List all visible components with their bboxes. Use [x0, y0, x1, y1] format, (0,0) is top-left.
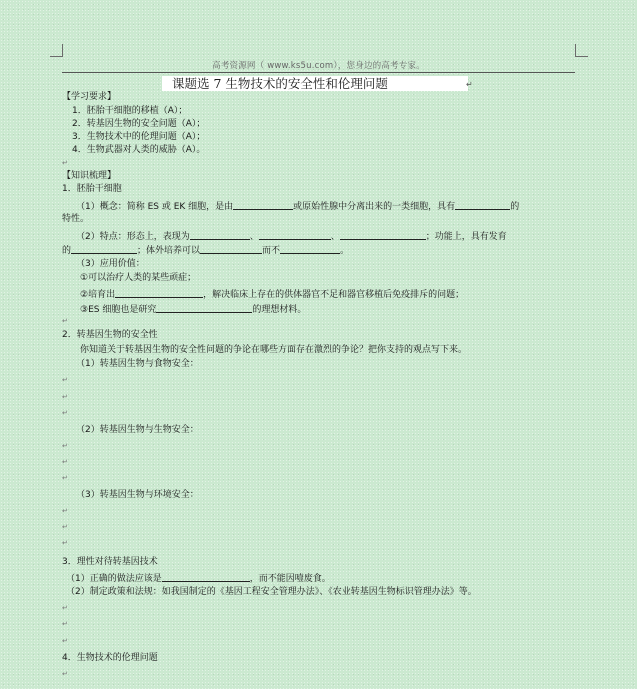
section-3-item-2: （2）制定政策和法规：如我国制定的《基因工程安全管理办法》、《农业转基因生物标识管理办法》等。	[66, 587, 477, 597]
answer-blank[interactable]	[200, 244, 262, 254]
value-item-2: ②培育出 ，解决临床上存在的供体器官不足和器官移植后免疫排斥的问题；	[80, 290, 465, 300]
value-item-1: ①可以治疗人类的某些顽症；	[80, 273, 197, 283]
value-item-3: ③ES 细胞也是研究 的理想材料。	[80, 305, 307, 315]
empty-paragraph-mark: ↵	[62, 458, 68, 466]
empty-paragraph-mark: ↵	[62, 604, 68, 612]
feature-line: （2）特点：形态上，表现为 、 、 ；功能上，具有发育	[76, 232, 507, 242]
concept-line: （1）概念：简称 ES 或 EK 细胞，是由 或原始性腺中分离出来的一类细胞，具有 的	[76, 202, 520, 212]
crop-mark-top-right	[575, 44, 588, 57]
header-note: 高考资源网（ www.ks5u.com），您身边的高考专家。	[212, 61, 425, 71]
section-4-title: 4．生物技术的伦理问题	[62, 653, 158, 663]
requirement-item: 3．生物技术中的伦理问题（A）；	[72, 132, 206, 142]
section-1-title: 1．胚胎干细胞	[62, 184, 122, 194]
empty-paragraph-mark: ↵	[62, 620, 68, 628]
empty-paragraph-mark: ↵	[62, 317, 68, 325]
answer-blank[interactable]	[280, 244, 340, 254]
answer-blank[interactable]	[71, 244, 137, 254]
empty-paragraph-mark: ↵	[62, 539, 68, 547]
answer-blank[interactable]	[156, 303, 252, 313]
answer-blank[interactable]	[455, 200, 510, 210]
answer-blank[interactable]	[233, 200, 293, 210]
requirement-item: 1．胚胎干细胞的移植（A）；	[72, 106, 188, 116]
empty-paragraph-mark: ↵	[62, 523, 68, 531]
empty-paragraph-mark: ↵	[62, 670, 68, 678]
requirement-item: 4．生物武器对人类的威胁（A）。	[72, 145, 206, 155]
section-2-question-1: （1）转基因生物与食物安全：	[76, 359, 199, 369]
answer-blank[interactable]	[259, 230, 331, 240]
empty-paragraph-mark: ↵	[62, 507, 68, 515]
empty-paragraph-mark: ↵	[62, 409, 68, 417]
page-title: 课题选 7 生物技术的安全性和伦理问题	[162, 76, 468, 91]
answer-blank[interactable]	[340, 230, 426, 240]
section-2-intro: 你知道关于转基因生物的安全性问题的争论在哪些方面存在激烈的争论？把你支持的观点写下来。	[80, 345, 468, 355]
knowledge-heading: 【知识梳理】	[62, 171, 117, 181]
section-3-item-1: （1）正确的做法应该是 ，而不能因噎废食。	[66, 574, 331, 584]
empty-paragraph-mark: ↵	[62, 376, 68, 384]
empty-paragraph-mark: ↵	[62, 393, 68, 401]
empty-paragraph-mark: ↵	[62, 474, 68, 482]
requirement-item: 2．转基因生物的安全问题（A）；	[72, 119, 206, 129]
empty-paragraph-mark: ↵	[62, 442, 68, 450]
paragraph-mark: ↵	[466, 80, 473, 89]
header-rule	[62, 72, 575, 73]
section-2-question-3: （3）转基因生物与环境安全：	[76, 490, 199, 500]
value-heading: （3）应用价值：	[76, 259, 145, 269]
requirements-heading: 【学习要求】	[62, 92, 117, 102]
section-2-title: 2．转基因生物的安全性	[62, 330, 158, 340]
feature-line-cont: 的 ；体外培养可以 而不 。	[62, 246, 350, 256]
section-3-title: 3．理性对待转基因技术	[62, 557, 158, 567]
section-2-question-2: （2）转基因生物与生物安全：	[76, 425, 199, 435]
empty-paragraph-mark: ↵	[62, 637, 68, 645]
crop-mark-top-left	[50, 44, 63, 57]
empty-paragraph-mark: ↵	[62, 159, 68, 167]
answer-blank[interactable]	[162, 572, 250, 582]
answer-blank[interactable]	[190, 230, 250, 240]
answer-blank[interactable]	[115, 288, 203, 298]
concept-line-cont: 特性。	[62, 214, 90, 224]
